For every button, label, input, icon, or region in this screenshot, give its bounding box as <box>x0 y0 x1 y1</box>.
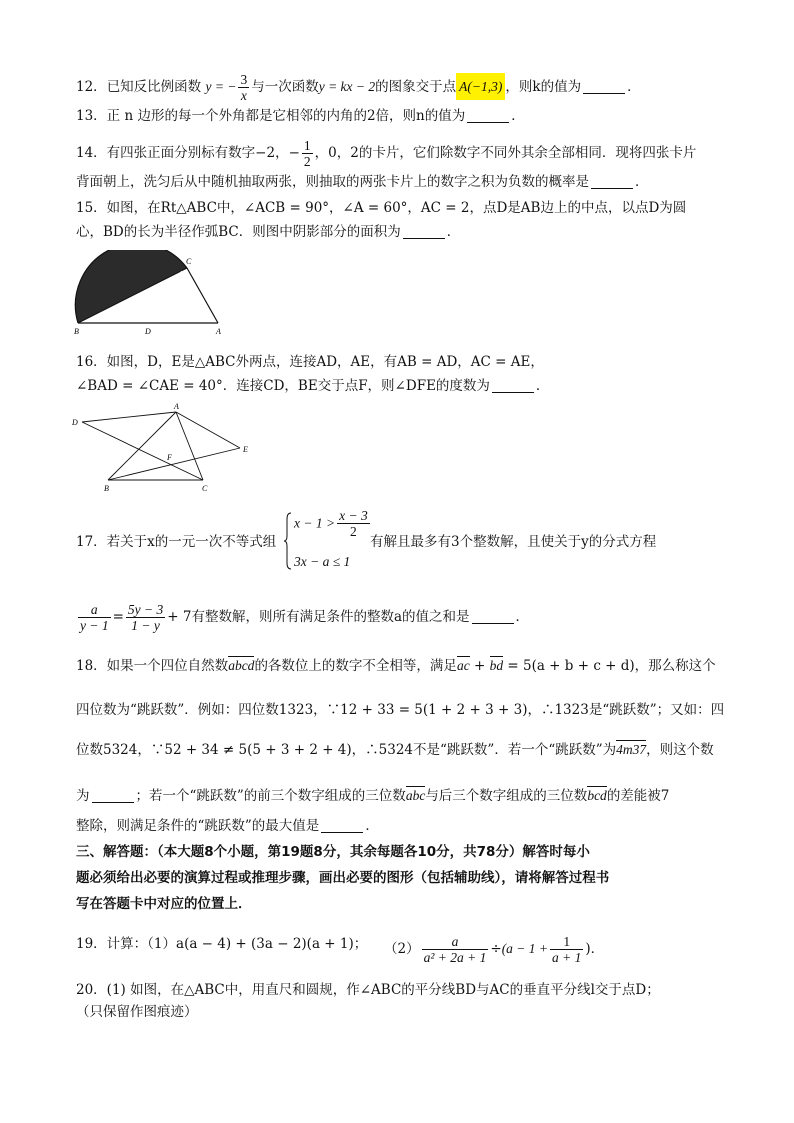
q17-eq-num2: 5y − 3 <box>127 602 164 617</box>
label-f: F <box>167 453 172 462</box>
answer-blank <box>403 224 445 239</box>
q17-eq-num1: a <box>78 602 111 618</box>
q17-ineq1-num: x − 3 <box>339 508 368 523</box>
q17-end: ． <box>515 609 530 625</box>
label-d: D <box>72 418 78 427</box>
label-c: C <box>202 484 208 493</box>
q18-bd: bd <box>489 658 504 673</box>
answer-blank <box>92 788 134 803</box>
q14-fraction <box>302 138 313 169</box>
q16-line1: 16．如图，D，E是△ABC外两点，连接AD，AE，有AB = AD，AC = AE， <box>76 354 544 370</box>
label-c: C <box>186 257 192 266</box>
q13-text: 13．正 n 边形的每一个外角都是它相邻的内角的2倍，则n的值为 <box>76 108 466 124</box>
q18-line5: 整除，则满足条件的“跳跃数”的最大值是 <box>76 818 320 834</box>
q18-text-g: = 5(a + b + c + d)，那么称这个 <box>503 658 716 674</box>
section-3-line3 <box>76 894 252 914</box>
q18-line4-d: 与后三个数字组成的三位数 <box>425 788 588 804</box>
q18-line3-a: 位数5324，∵52 + 34 ≠ 5(5 + 3 + 2 + 4)，∴5324不是“跳跃数”．若一个“跳跃数”为 <box>76 742 617 758</box>
q17-eq-tail: + 7 <box>167 609 192 625</box>
question-12 <box>76 72 641 103</box>
q12-frac-den: x <box>240 88 247 103</box>
question-14-line2 <box>76 172 649 192</box>
q12-func1: y = − <box>205 79 237 94</box>
label-b: B <box>104 484 109 493</box>
q19-paren-close: )． <box>585 941 605 957</box>
q15-line1: 15．如图，在Rt△ABC中，∠ACB = 90°，∠A = 60°，AC = 2，点D是AB边上的中点，以点D为圆 <box>76 200 687 216</box>
answer-blank <box>472 609 514 624</box>
q17-text3: 有整数解，则所有满足条件的整数a的值之和是 <box>191 609 470 625</box>
q18-text-c: 的各数位上的数字不全相等，满足 <box>254 658 457 674</box>
q15-figure <box>68 250 238 340</box>
question-15 <box>76 198 686 218</box>
question-19-part2 <box>384 934 604 965</box>
q17-ineq2: 3x − a ≤ 1 <box>294 554 351 569</box>
q19-f2-den: a + 1 <box>552 950 582 965</box>
q12-func2: y = kx − 2 <box>318 79 376 94</box>
q18-ac: ac <box>456 658 470 673</box>
question-18-line3 <box>76 740 714 760</box>
q19-f2-num: 1 <box>550 934 583 950</box>
question-16 <box>76 352 544 372</box>
section-3-heading <box>76 842 590 862</box>
q12-text4: ，则k的值为 <box>505 79 582 95</box>
section3-line2: 题必须给出必要的演算过程或推理步骤，画出必要的图形（包括辅助线），请将解答过程书 <box>76 870 610 886</box>
q14-text: 14．有四张正面分别标有数字−2，− <box>76 145 300 161</box>
label-a: A <box>216 327 221 336</box>
question-18-line4 <box>76 786 669 806</box>
q18-plus: + <box>469 658 490 674</box>
q17-inequality-system <box>284 508 374 572</box>
section-3-line2 <box>76 868 609 888</box>
q17-text: 17．若关于x的一元一次不等式组 <box>76 534 277 550</box>
question-18-line5 <box>76 816 379 836</box>
q12-highlighted-point: A(−1,3) <box>456 73 505 100</box>
q18-line4-b: ；若一个“跳跃数”的前三个数字组成的三位数 <box>135 788 406 804</box>
q12-number: 12． <box>76 79 107 95</box>
q19-div: ÷ <box>490 941 502 957</box>
q17-eq-den2: 1 − y <box>131 618 160 633</box>
q12-end: ． <box>627 79 641 95</box>
label-e: E <box>243 445 248 454</box>
q12-text: 已知反比例函数 <box>106 79 202 95</box>
q18-line4-f: 的差能被7 <box>606 788 670 804</box>
q12-text3: 的图象交于点 <box>375 79 457 95</box>
q19-part1: 19．计算：（1）a(a − 4) + (3a − 2)(a + 1)； <box>76 936 368 952</box>
q18-abcd: abcd <box>228 658 255 673</box>
question-15-line2 <box>76 222 460 242</box>
question-18-line2 <box>76 700 724 720</box>
brace-icon <box>284 512 292 570</box>
q17-eq-frac1 <box>78 602 111 633</box>
q17-eq-frac2 <box>126 602 165 633</box>
q16-figure <box>68 400 258 495</box>
q18-abc: abc <box>405 788 426 803</box>
q19-frac2 <box>550 934 583 965</box>
q16-end: ． <box>535 378 550 394</box>
q17-eq-sign: = <box>112 609 124 625</box>
segment-ca <box>187 268 218 323</box>
question-13 <box>76 106 525 126</box>
answer-blank <box>591 174 633 189</box>
question-20 <box>76 980 660 1000</box>
label-d: D <box>145 327 151 336</box>
q12-frac-num: 3 <box>240 72 248 87</box>
q13-end: ． <box>511 108 525 124</box>
label-b: B <box>74 327 79 336</box>
q20-line1: 20．(1) 如图，在△ABC中，用直尺和圆规，作∠ABC的平分线BD与AC的垂直平分线l交于点D； <box>76 982 660 998</box>
q18-line3-c: ，则这个数 <box>646 742 714 758</box>
q17-ineq1-lhs: x − 1 > <box>294 515 336 531</box>
answer-blank <box>492 378 534 393</box>
question-17-line2 <box>76 602 529 633</box>
shaded-region <box>75 250 187 323</box>
q18-bcd: bcd <box>587 788 607 803</box>
answer-blank <box>321 818 363 833</box>
right-angle-mark <box>181 271 187 275</box>
answer-blank <box>467 108 509 123</box>
q17-ineq1 <box>294 508 372 539</box>
q18-text: 18．如果一个四位自然数 <box>76 658 229 674</box>
q12-fraction <box>238 72 249 103</box>
q15-end: ． <box>446 224 461 240</box>
q17-ineq1-frac <box>337 508 370 539</box>
q16-line2: ∠BAD = ∠CAE = 40°．连接CD，BE交于点F，则∠DFE的度数为 <box>76 378 490 394</box>
q18-4m37: 4m37 <box>616 742 647 757</box>
q19-part2-label: （2） <box>384 941 420 957</box>
question-17-text2 <box>370 532 656 552</box>
q14-end: ． <box>635 174 649 190</box>
q14-line2-text: 背面朝上，洗匀后从中随机抽取两张，则抽取的两张卡片上的数字之积为负数的概率是 <box>76 174 589 190</box>
question-18 <box>76 656 716 676</box>
question-16-line2 <box>76 376 549 396</box>
q14-text2: ，0，2的卡片，它们除数字不同外其余全部相同．现将四张卡片 <box>314 145 697 161</box>
section3-line3: 写在答题卡中对应的位置上． <box>76 896 252 912</box>
question-17 <box>76 532 276 552</box>
q19-f1-den: a² + 2a + 1 <box>423 950 487 965</box>
q18-line4-a: 为 <box>76 788 90 804</box>
q19-f1-num: a <box>422 934 489 950</box>
answer-blank <box>583 79 625 94</box>
q17-text2: 有解且最多有3个整数解，且使关于y的分式方程 <box>370 534 657 550</box>
q17-eq-den1: y − 1 <box>80 618 109 633</box>
q12-text2: 与一次函数 <box>251 79 319 95</box>
section3-line1: 三、解答题：（本大题8个小题，第19题8分，其余每题各10分，共78分）解答时每小 <box>76 844 590 860</box>
label-a: A <box>174 402 179 411</box>
question-20-line2 <box>76 1002 198 1022</box>
question-19 <box>76 934 367 954</box>
q17-ineq1-den: 2 <box>350 524 357 539</box>
q18-end: ． <box>365 818 379 834</box>
q19-paren-open: (a − 1 + <box>501 941 549 956</box>
q14-frac-num: 1 <box>303 138 311 153</box>
q15-line2: 心，BD的长为半径作弧BC．则图中阴影部分的面积为 <box>76 224 401 240</box>
question-14 <box>76 138 696 169</box>
q20-line2: （只保留作图痕迹） <box>76 1004 198 1020</box>
q14-frac-den: 2 <box>303 154 311 169</box>
q19-frac1 <box>422 934 489 965</box>
q18-line2: 四位数为“跳跃数”．例如：四位数1323，∵12 + 33 = 5(1 + 2 + 3 + 3)，∴1323是“跳跃数”；又如：四 <box>76 702 725 718</box>
